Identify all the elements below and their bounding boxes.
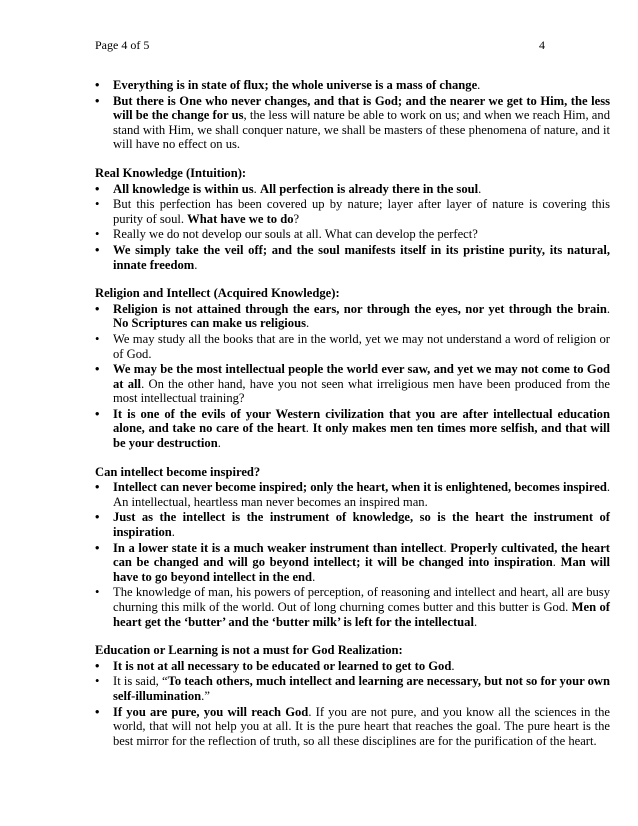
bold-text: What have we to do: [187, 211, 294, 226]
section-heading: Real Knowledge (Intuition):: [95, 165, 247, 180]
text: .: [478, 181, 482, 196]
text: Really we do not develop our souls at all. What can develop the perfect?: [113, 227, 478, 242]
text: It is said, “: [113, 674, 168, 689]
text: . An intellectual, heartless man never becomes an inspired man.: [113, 480, 610, 509]
text: .: [305, 421, 313, 436]
section: [95, 166, 610, 272]
text: .: [253, 181, 260, 196]
bullet-item: [95, 302, 610, 331]
bold-text: In a lower state it is a much weaker instrument than intellect: [113, 540, 444, 555]
section-heading: Can intellect become inspired?: [95, 464, 261, 479]
text: .: [306, 316, 310, 331]
bullet-item: [95, 674, 610, 703]
document-body: [95, 78, 610, 762]
bullet-item: [95, 705, 610, 749]
bullet-item: [95, 407, 610, 451]
page-label: Page 4 of 5: [95, 38, 150, 52]
bullet-list: [95, 182, 610, 273]
bullet-item: [95, 243, 610, 272]
bullet-item: [95, 332, 610, 361]
bullet-item: [95, 659, 610, 674]
bold-text: It is not at all necessary to be educated or learned to get to God: [113, 658, 452, 673]
section-heading: Religion and Intellect (Acquired Knowledge):: [95, 286, 340, 301]
bold-text: We simply take the veil off; and the soul manifests itself in its pristine purity, its natural, innate freedom: [113, 242, 610, 272]
page-number: 4: [539, 38, 545, 52]
bold-text: Intellect can never become inspired; only the heart, when it is enlightened, becomes inspired: [113, 480, 607, 495]
text: .: [312, 569, 316, 584]
bold-text: But there is One who never changes, and that is God; and the nearer we get to Him, the less will be the change for us: [113, 93, 610, 123]
bullet-item: [95, 78, 610, 93]
text: .: [217, 436, 221, 451]
bullet-item: [95, 585, 610, 629]
text: .”: [201, 688, 210, 703]
section: [95, 286, 610, 451]
bold-text: All knowledge is within us: [113, 181, 254, 196]
text: .: [477, 78, 481, 92]
section: [95, 465, 610, 630]
text: But this perfection has been covered up by nature; layer after layer of nature is covering this purity of soul.: [113, 197, 610, 226]
text: We may study all the books that are in the world, yet we may not understand a word of religion or of God.: [113, 331, 610, 361]
bullet-list: [95, 302, 610, 451]
text: The knowledge of man, his powers of perception, of reasoning and intellect and heart, all are busy churning this milk of the world. Out of long churning comes butter and this butter is God.: [113, 585, 610, 614]
bold-text: Man will have to go beyond intellect in the end: [113, 555, 610, 584]
page-header: [95, 38, 545, 53]
bullet-item: [95, 480, 610, 509]
text: .: [552, 555, 561, 570]
bullet-item: [95, 94, 610, 152]
bold-text: Men of heart get the ‘butter’ and the ‘butter milk’ is left for the intellectual: [113, 600, 611, 629]
text: .: [606, 301, 610, 316]
bold-text: It only makes men ten times more selfish, and that will be your destruction: [113, 421, 610, 451]
text: . On the other hand, have you not seen what irreligious men have been produced from the most intellectual training?: [113, 376, 611, 406]
bullet-item: [95, 197, 610, 226]
text: .: [443, 540, 451, 555]
text: , the less will nature be able to work on us; and when we reach Him, and stand with Him, we shall conquer nature, we shall be masters of these phenomena of nature, and it will have no effect on us.: [113, 108, 610, 152]
bold-text: Religion is not attained through the ears, nor through the eyes, nor yet through the brain: [113, 301, 607, 316]
text: .: [194, 257, 198, 272]
text: .: [171, 525, 175, 540]
bold-text: To teach others, much intellect and learning are necessary, but not so for your own self-illumination: [113, 674, 610, 703]
bullet-list: [95, 78, 610, 152]
text: .: [473, 614, 478, 629]
bullet-item: [95, 362, 610, 406]
bold-text: Everything is in state of flux; the whole universe is a mass of change: [113, 78, 478, 92]
bullet-list: [95, 480, 610, 629]
section-heading: Education or Learning is not a must for God Realization:: [95, 643, 403, 658]
bullet-item: [95, 227, 610, 242]
section: [95, 78, 610, 152]
bullet-item: [95, 510, 610, 539]
bullet-list: [95, 659, 610, 749]
section: [95, 643, 610, 748]
text: . If you are not pure, and you know all the sciences in the world, that will not help you at all. It is the pure heart that reaches the goal. The pure heart is the best mirror for the reflection of truth, so all these disciplines are for the purification of the heart.: [113, 704, 610, 748]
bold-text: If you are pure, you will reach God: [113, 704, 309, 719]
bold-text: Properly cultivated, the heart can be changed and will go beyond intellect; it will be changed into inspiration: [113, 540, 610, 570]
bold-text: We may be the most intellectual people the world ever saw, and yet we may not come to God at all: [113, 362, 610, 391]
bold-text: No Scriptures can make us religious: [113, 316, 306, 331]
bold-text: Just as the intellect is the instrument of knowledge, so is the heart the instrument of inspiration: [113, 510, 610, 540]
bullet-item: [95, 541, 610, 585]
bold-text: All perfection is already there in the soul: [259, 181, 479, 196]
text: .: [451, 658, 455, 673]
text: ?: [293, 211, 300, 226]
bullet-item: [95, 182, 610, 197]
bold-text: It is one of the evils of your Western civilization that you are after intellectual education alone, and take no care of the heart: [113, 406, 610, 436]
